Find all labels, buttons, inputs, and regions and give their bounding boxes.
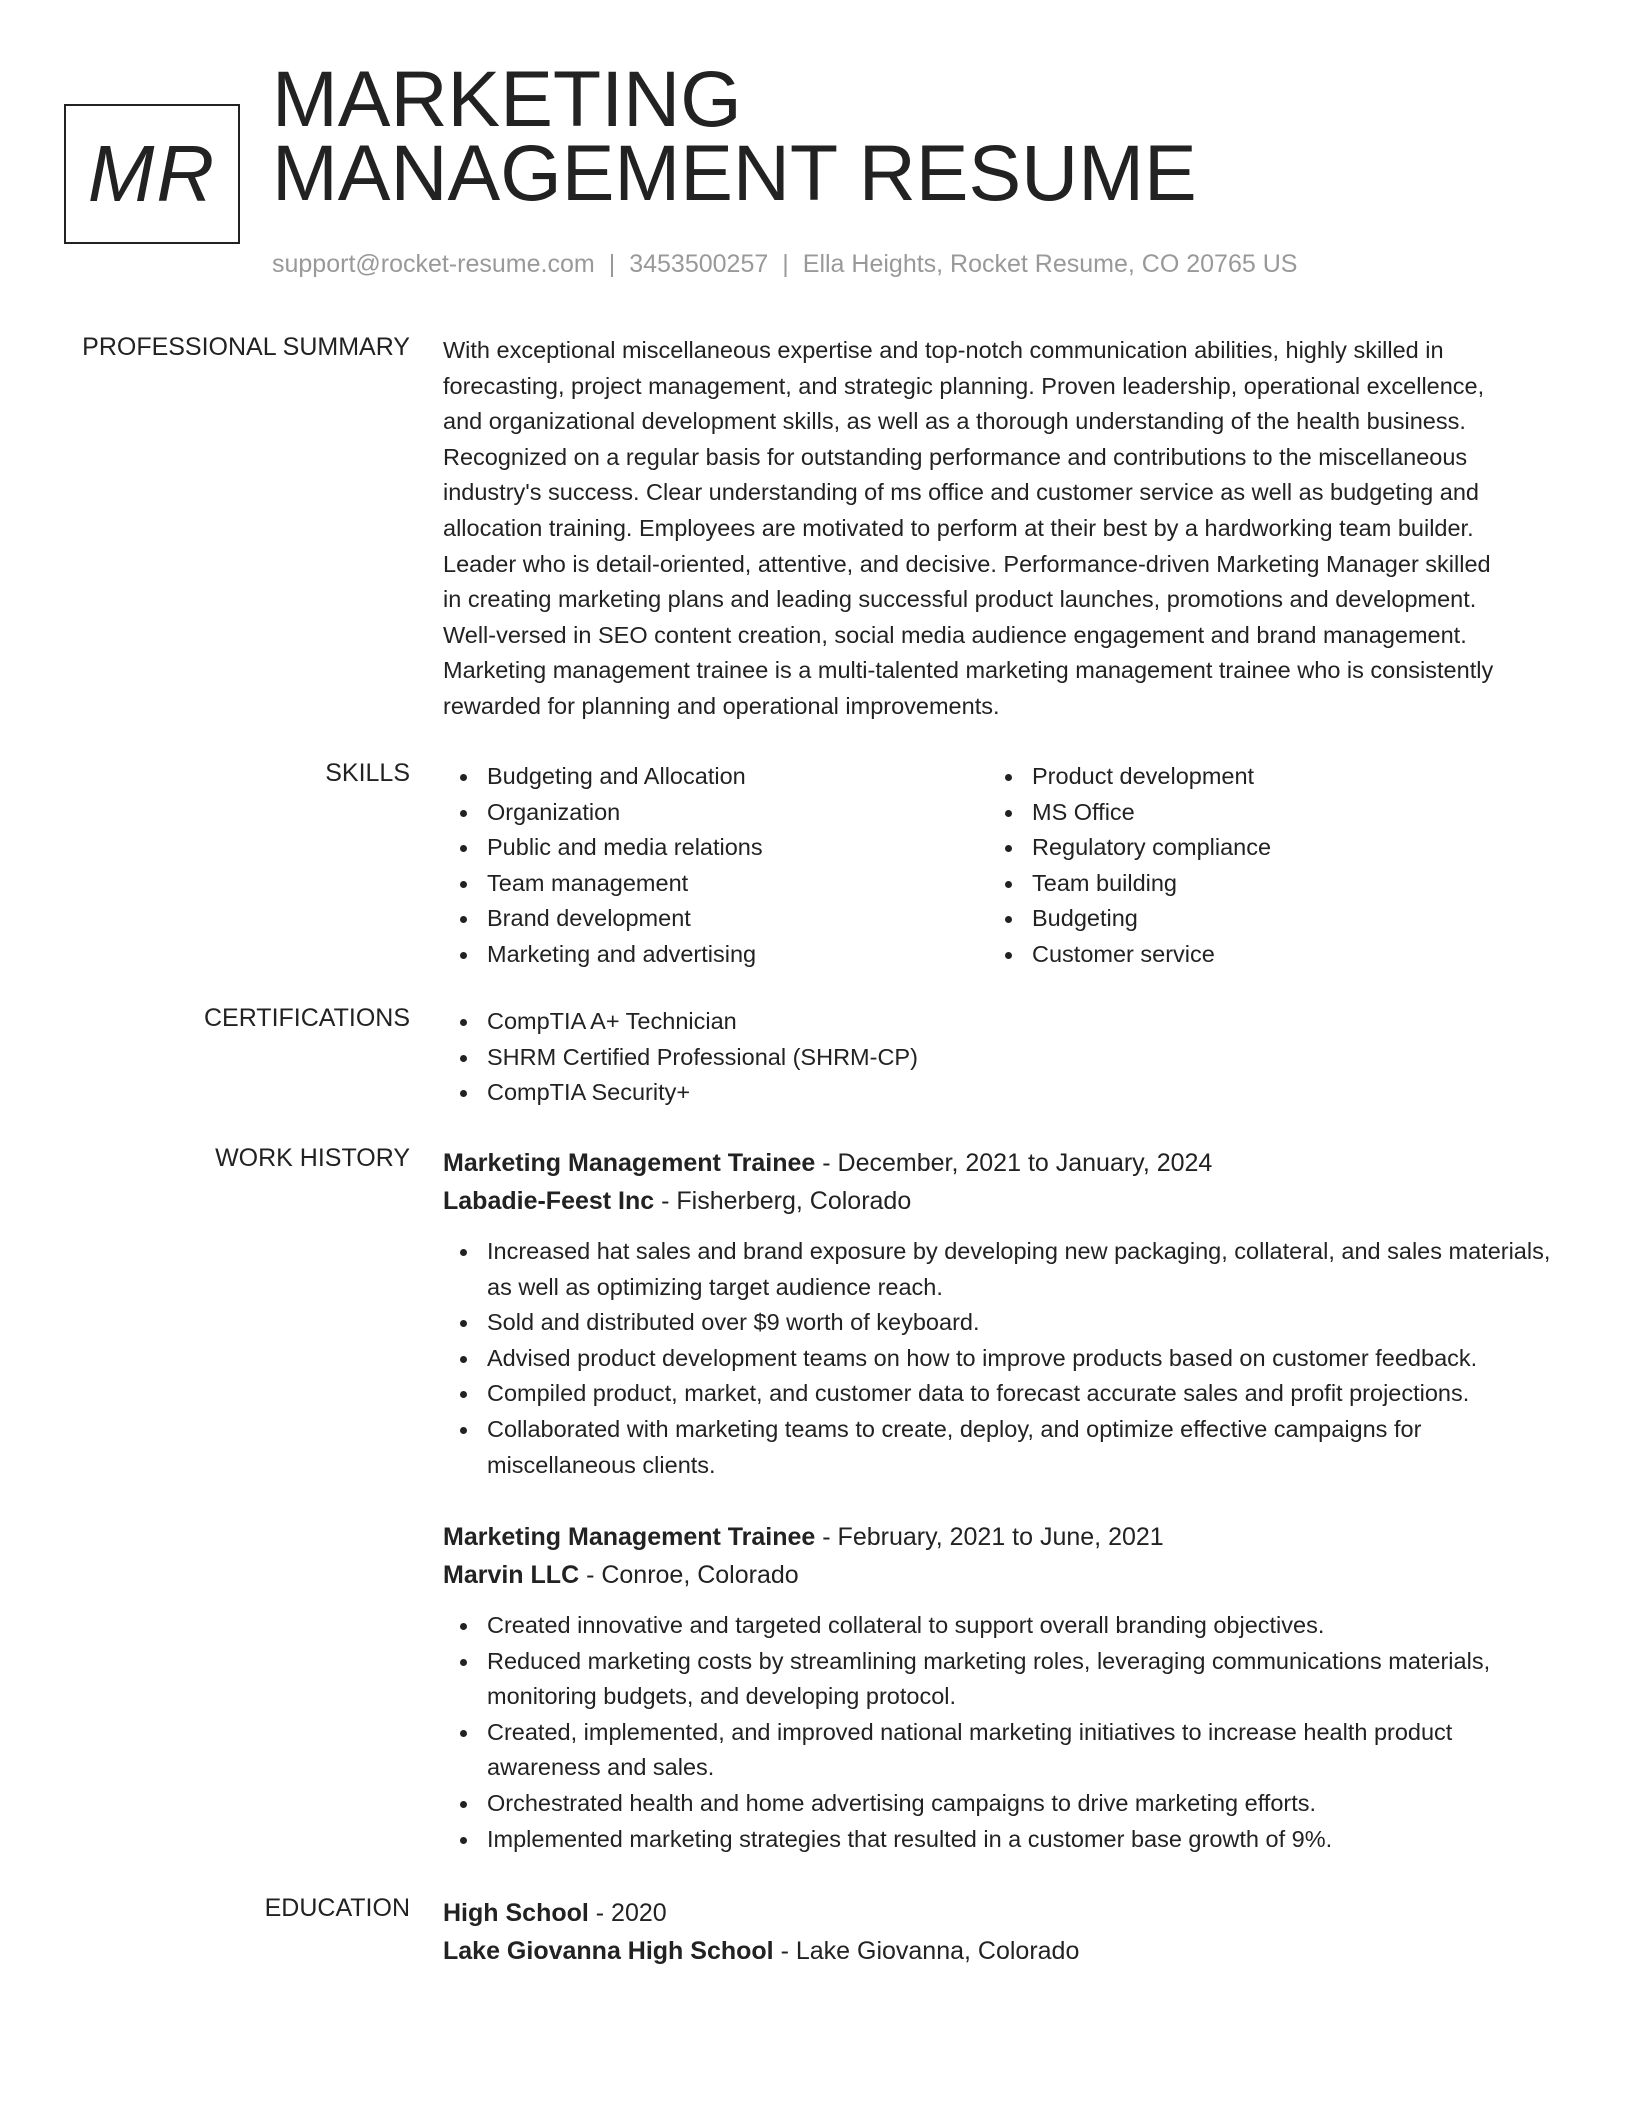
summary-heading: PROFESSIONAL SUMMARY — [82, 333, 410, 361]
job-location: - Conroe, Colorado — [579, 1561, 799, 1589]
job-bullets — [443, 1234, 1555, 1483]
contact-separator: | — [608, 250, 616, 278]
job-bullet: Increased hat sales and brand exposure by developing new packaging, collateral, and sales materials, as well as optimizing target audience reach. — [443, 1234, 1555, 1305]
job-dates: - February, 2021 to June, 2021 — [815, 1523, 1164, 1551]
skill-item: Product development — [988, 759, 1533, 795]
resume-title — [272, 54, 1197, 217]
education-school-line — [443, 1932, 1555, 1970]
skill-item: Budgeting and Allocation — [443, 759, 988, 795]
summary-line: Leader who is detail-oriented, attentive, and decisive. Performance-driven Marketing Manager skilled — [443, 550, 1491, 577]
education-location: - Lake Giovanna, Colorado — [773, 1937, 1080, 1965]
summary-line: Well-versed in SEO content creation, social media audience engagement and brand management. — [443, 621, 1467, 648]
summary-text — [443, 333, 1555, 725]
certification-item: CompTIA Security+ — [443, 1075, 1555, 1111]
summary-line: Recognized on a regular basis for outstanding performance and contributions to the miscellaneous — [443, 443, 1468, 470]
education-heading: EDUCATION — [264, 1894, 410, 1922]
summary-content — [443, 333, 1555, 725]
job-location: - Fisherberg, Colorado — [654, 1187, 912, 1215]
job-bullet: Implemented marketing strategies that resulted in a customer base growth of 9%. — [443, 1822, 1555, 1858]
skills-list-left — [443, 759, 988, 973]
skill-item: Team building — [988, 866, 1533, 902]
contact-email: support@rocket-resume.com — [272, 250, 595, 278]
job-company-line — [443, 1556, 1555, 1594]
education-year: - 2020 — [588, 1899, 667, 1927]
job-entry — [443, 1144, 1555, 1483]
skill-item: Team management — [443, 866, 988, 902]
skill-item: MS Office — [988, 795, 1533, 831]
skill-item: Organization — [443, 795, 988, 831]
skills-heading: SKILLS — [325, 759, 410, 787]
skill-item: Marketing and advertising — [443, 937, 988, 973]
skill-item: Brand development — [443, 901, 988, 937]
title-line-2: MANAGEMENT RESUME — [272, 128, 1197, 217]
job-bullet: Collaborated with marketing teams to create, deploy, and optimize effective campaigns for miscellaneous clients. — [443, 1412, 1555, 1483]
education-content — [443, 1894, 1555, 1970]
education-school: Lake Giovanna High School — [443, 1937, 774, 1965]
title-line-1: MARKETING — [272, 54, 742, 143]
certifications-content — [443, 1004, 1555, 1111]
job-title: Marketing Management Trainee — [443, 1523, 816, 1551]
summary-line: With exceptional miscellaneous expertise and top-notch communication abilities, highly skilled in — [443, 337, 1444, 363]
education-degree-line — [443, 1894, 1555, 1932]
job-entry — [443, 1518, 1555, 1857]
monogram-box — [64, 104, 240, 244]
summary-line: allocation training. Employees are motivated to perform at their best by a hardworking team builder. — [443, 514, 1474, 541]
job-bullet: Created, implemented, and improved national marketing initiatives to increase health product awareness and sales. — [443, 1715, 1555, 1786]
work-history-heading: WORK HISTORY — [215, 1144, 410, 1172]
certifications-list — [443, 1004, 1555, 1111]
contact-address: Ella Heights, Rocket Resume, CO 20765 US — [802, 250, 1298, 278]
certifications-heading: CERTIFICATIONS — [203, 1004, 410, 1032]
job-bullets — [443, 1608, 1555, 1857]
summary-line: Marketing management trainee is a multi-talented marketing management trainee who is consistently — [443, 657, 1494, 684]
summary-line: forecasting, project management, and strategic planning. Proven leadership, operational excellence, — [443, 372, 1485, 399]
summary-line: rewarded for planning and operational improvements. — [443, 692, 1000, 719]
monogram-initials: MR — [87, 129, 217, 218]
summary-line: and organizational development skills, as well as a thorough understanding of the health business. — [443, 408, 1466, 435]
skill-item: Customer service — [988, 937, 1533, 973]
job-bullet: Reduced marketing costs by streamlining marketing roles, leveraging communications materials, monitoring budgets, and developing protocol. — [443, 1644, 1555, 1715]
job-bullet: Sold and distributed over $9 worth of keyboard. — [443, 1305, 1555, 1341]
skill-item: Regulatory compliance — [988, 830, 1533, 866]
contact-line — [272, 250, 1297, 279]
job-company: Marvin LLC — [443, 1561, 580, 1589]
certification-item: CompTIA A+ Technician — [443, 1004, 1555, 1040]
skills-list-right — [988, 759, 1533, 973]
job-title-line — [443, 1144, 1555, 1182]
certification-item: SHRM Certified Professional (SHRM-CP) — [443, 1040, 1555, 1076]
job-bullet: Orchestrated health and home advertising campaigns to drive marketing efforts. — [443, 1786, 1555, 1822]
job-bullet: Compiled product, market, and customer data to forecast accurate sales and profit projections. — [443, 1376, 1555, 1412]
job-title-line — [443, 1518, 1555, 1556]
summary-line: in creating marketing plans and leading successful product launches, promotions and development. — [443, 586, 1477, 613]
job-company: Labadie-Feest Inc — [443, 1187, 655, 1215]
contact-separator: | — [782, 250, 789, 278]
job-bullet: Created innovative and targeted collateral to support overall branding objectives. — [443, 1608, 1555, 1644]
skill-item: Public and media relations — [443, 830, 988, 866]
contact-phone: 3453500257 — [629, 250, 769, 278]
skills-columns — [443, 759, 1555, 973]
job-bullet: Advised product development teams on how to improve products based on customer feedback. — [443, 1341, 1555, 1377]
job-company-line — [443, 1182, 1555, 1220]
summary-line: industry's success. Clear understanding of ms office and customer service as well as budgeting and — [443, 479, 1479, 506]
education-degree: High School — [443, 1899, 589, 1927]
job-title: Marketing Management Trainee — [443, 1149, 816, 1177]
job-dates: - December, 2021 to January, 2024 — [815, 1149, 1213, 1177]
skill-item: Budgeting — [988, 901, 1533, 937]
